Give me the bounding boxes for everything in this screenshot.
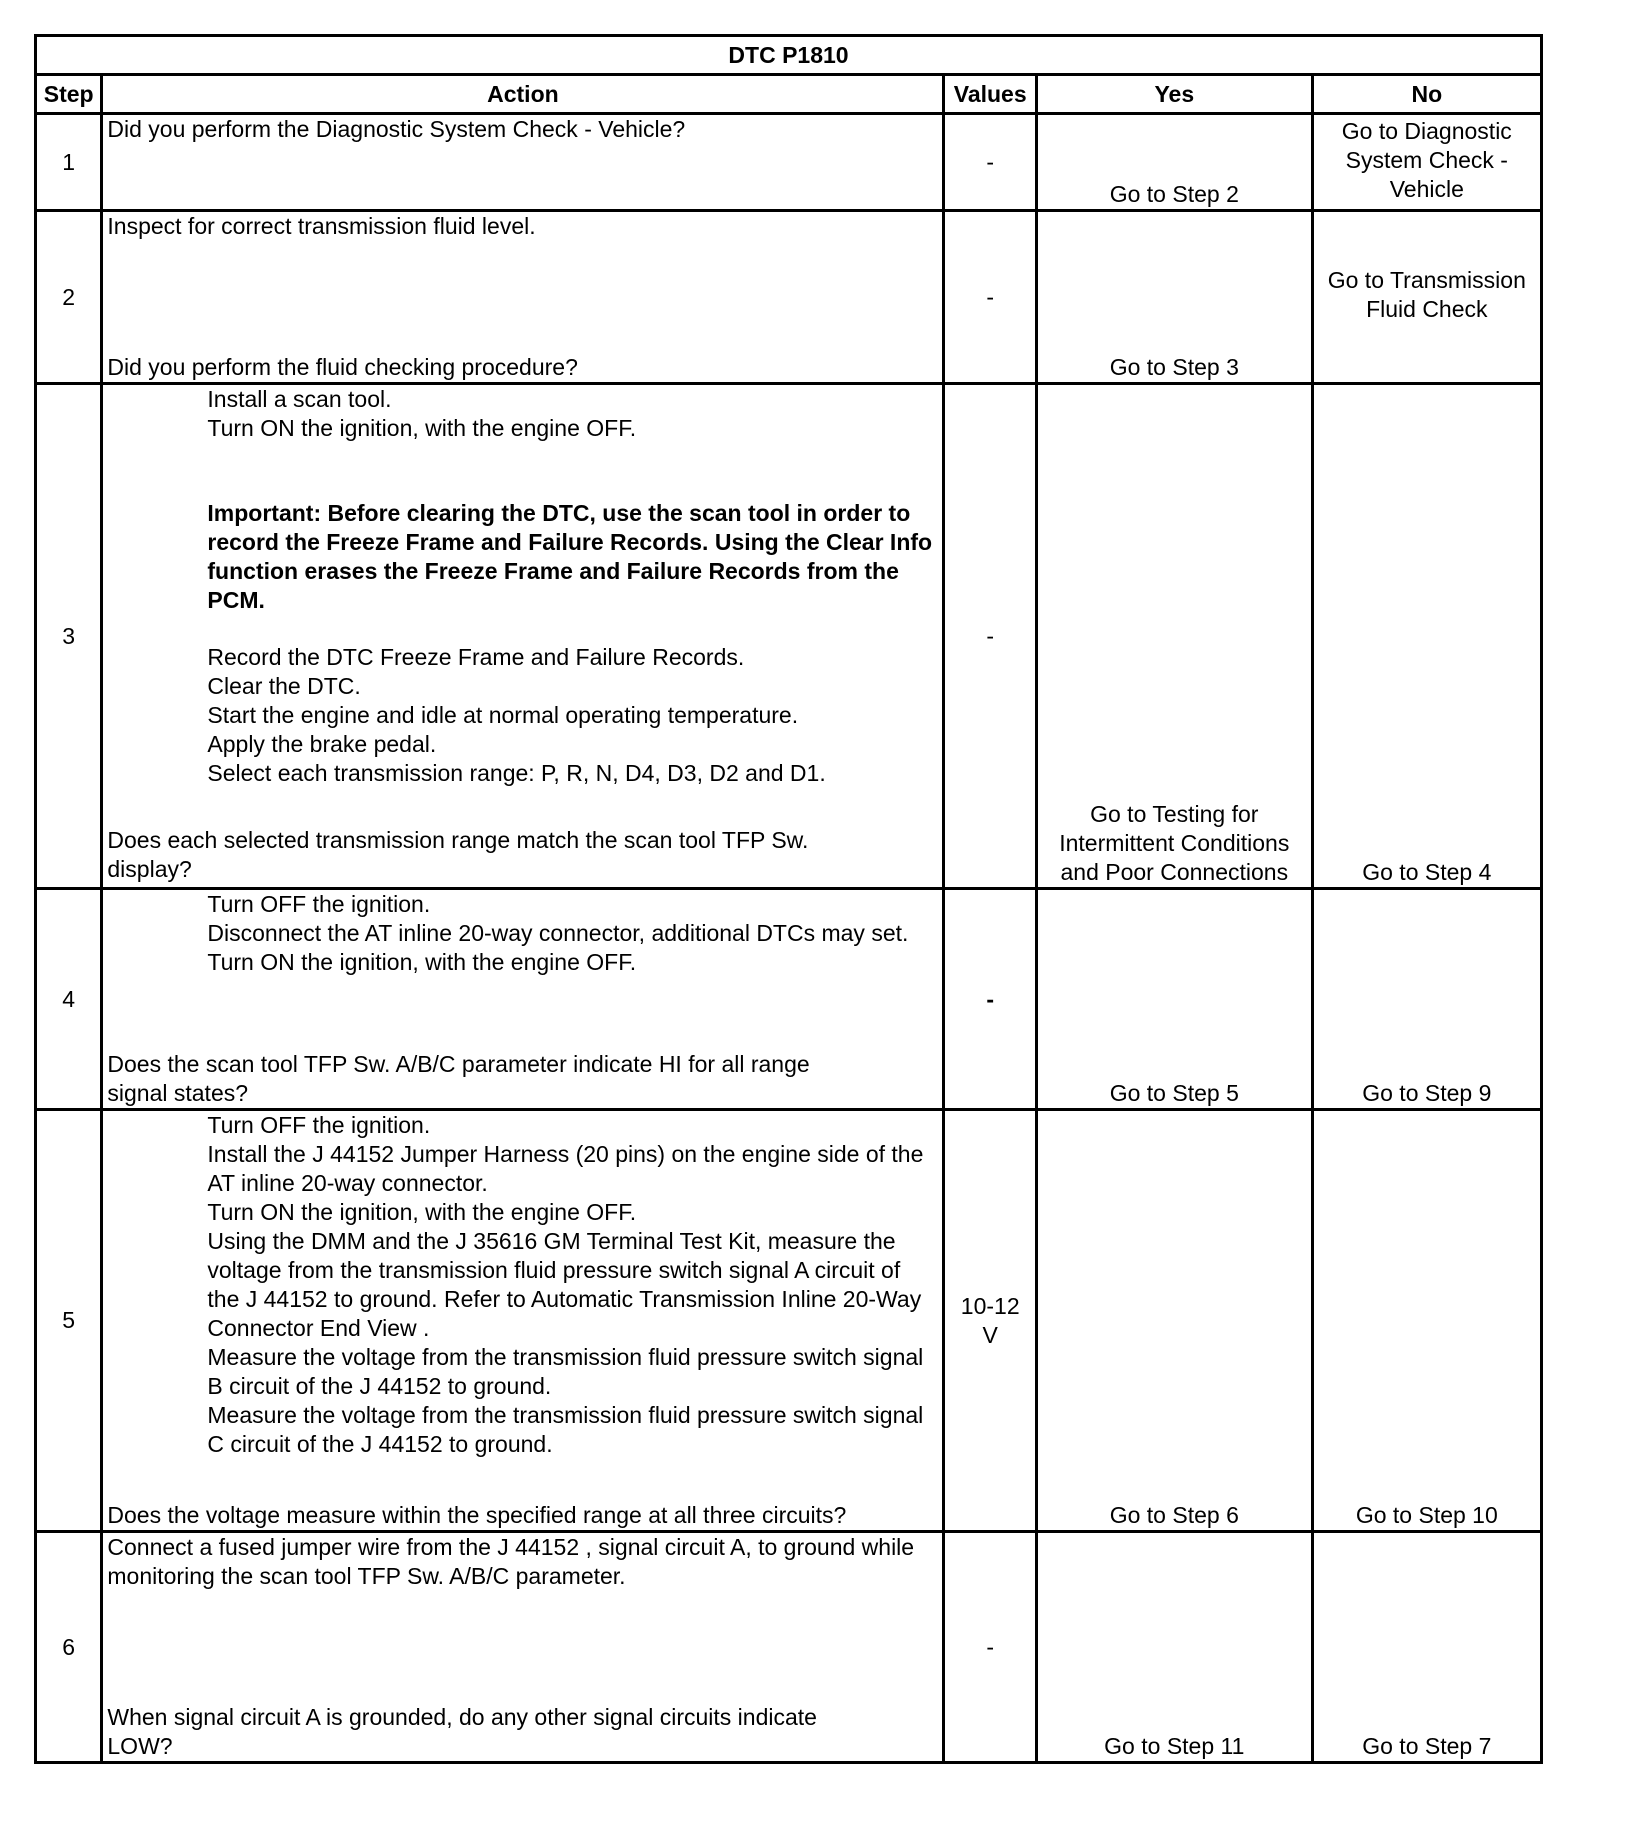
yes-line: Go to Testing for [1090,801,1259,827]
action-substep: Turn ON the ignition, with the engine OFF. [207,949,637,975]
values-cell: - [944,114,1037,211]
action-cell [102,114,944,211]
action-substep: Turn OFF the ignition. [207,1112,431,1138]
no-line: Vehicle [1389,176,1464,202]
action-substep: Using the DMM and the J 35616 GM Terminal Test Kit, measure the voltage from the transmission fluid pressure switch signal A circuit of the J 44152 to ground. Refer to Automatic Transmission Inline 20-Way Connector End View . [207,1228,922,1341]
table-row [36,1110,1542,1532]
action-substep: Turn ON the ignition, with the engine OFF. [207,415,637,441]
value-unit: V [982,1321,998,1348]
no-cell: Go to Step 4 [1312,384,1541,889]
action-text: Did you perform the Diagnostic System Check - Vehicle? [107,116,686,142]
yes-cell: Go to Step 3 [1036,211,1312,384]
yes-cell: Go to Step 6 [1036,1110,1312,1532]
step-number: 1 [36,114,102,211]
no-line: Fluid Check [1366,296,1488,322]
no-line: System Check - [1345,147,1508,173]
no-line: Go to Transmission [1327,267,1526,293]
action-cell [102,889,944,1110]
no-cell: Go to Step 10 [1312,1110,1541,1532]
yes-line: Intermittent Conditions [1059,830,1290,856]
action-substep: Turn ON the ignition, with the engine OFF. [207,1199,637,1225]
no-line: Go to Diagnostic [1341,118,1512,144]
important-note: Important: Before clearing the DTC, use the scan tool in order to record the Freeze Frame and Failure Records. Using the Clear Info function erases the Freeze Frame and Failure Records from the PCM. [207,500,933,613]
yes-cell: Go to Step 11 [1036,1532,1312,1763]
action-substep: Start the engine and idle at normal operating temperature. [207,702,799,728]
values-cell: - [944,384,1037,889]
value-range: 10-12 [960,1292,1020,1319]
yes-cell: Go to Step 5 [1036,889,1312,1110]
action-question: Does each selected transmission range match the scan tool TFP Sw. display? [107,827,809,882]
action-cell [102,211,944,384]
yes-line: and Poor Connections [1060,859,1289,885]
header-values: Values [944,75,1037,114]
table-row [36,384,1542,889]
action-cell [102,1532,944,1763]
step-number: 6 [36,1532,102,1763]
no-cell [1312,114,1541,211]
action-cell [102,1110,944,1532]
action-text: Connect a fused jumper wire from the J 44152 , signal circuit A, to ground while monitoring the scan tool TFP Sw. A/B/C parameter. [107,1534,915,1589]
no-cell [1312,211,1541,384]
values-cell: - [944,1532,1037,1763]
action-substep: Record the DTC Freeze Frame and Failure Records. [207,644,745,670]
table-row [36,1532,1542,1763]
yes-cell [1036,384,1312,889]
step-number: 4 [36,889,102,1110]
action-text: Inspect for correct transmission fluid level. [107,213,536,239]
action-substep: Select each transmission range: P, R, N, D4, D3, D2 and D1. [207,760,826,786]
step-number: 3 [36,384,102,889]
values-cell: - [944,889,1037,1110]
action-question: Does the voltage measure within the specified range at all three circuits? [107,1502,847,1528]
table-row [36,889,1542,1110]
header-step: Step [36,75,102,114]
action-cell [102,384,944,889]
step-number: 2 [36,211,102,384]
action-substep: Clear the DTC. [207,673,361,699]
yes-cell: Go to Step 2 [1036,114,1312,211]
action-substep: Disconnect the AT inline 20-way connector, additional DTCs may set. [207,920,909,946]
table-row [36,211,1542,384]
header-yes: Yes [1036,75,1312,114]
action-question: Did you perform the fluid checking procedure? [107,354,578,380]
table-row [36,114,1542,211]
no-cell: Go to Step 7 [1312,1532,1541,1763]
action-substep: Measure the voltage from the transmission fluid pressure switch signal B circuit of the J 44152 to ground. [207,1344,924,1399]
values-cell [944,1110,1037,1532]
action-substep: Turn OFF the ignition. [207,891,431,917]
action-question: Does the scan tool TFP Sw. A/B/C parameter indicate HI for all range signal states? [107,1051,810,1106]
header-action: Action [102,75,944,114]
step-number: 5 [36,1110,102,1532]
no-cell: Go to Step 9 [1312,889,1541,1110]
action-substep: Install the J 44152 Jumper Harness (20 pins) on the engine side of the AT inline 20-way connector. [207,1141,924,1196]
action-substep: Apply the brake pedal. [207,731,437,757]
dtc-table [34,34,1543,1764]
values-cell: - [944,211,1037,384]
table-title: DTC P1810 [36,36,1542,75]
action-substep: Install a scan tool. [207,386,392,412]
action-question: When signal circuit A is grounded, do any other signal circuits indicate LOW? [107,1704,817,1759]
action-substeps [107,890,938,977]
action-substep: Measure the voltage from the transmission fluid pressure switch signal C circuit of the J 44152 to ground. [207,1402,924,1457]
header-no: No [1312,75,1541,114]
action-substeps [107,1111,938,1459]
